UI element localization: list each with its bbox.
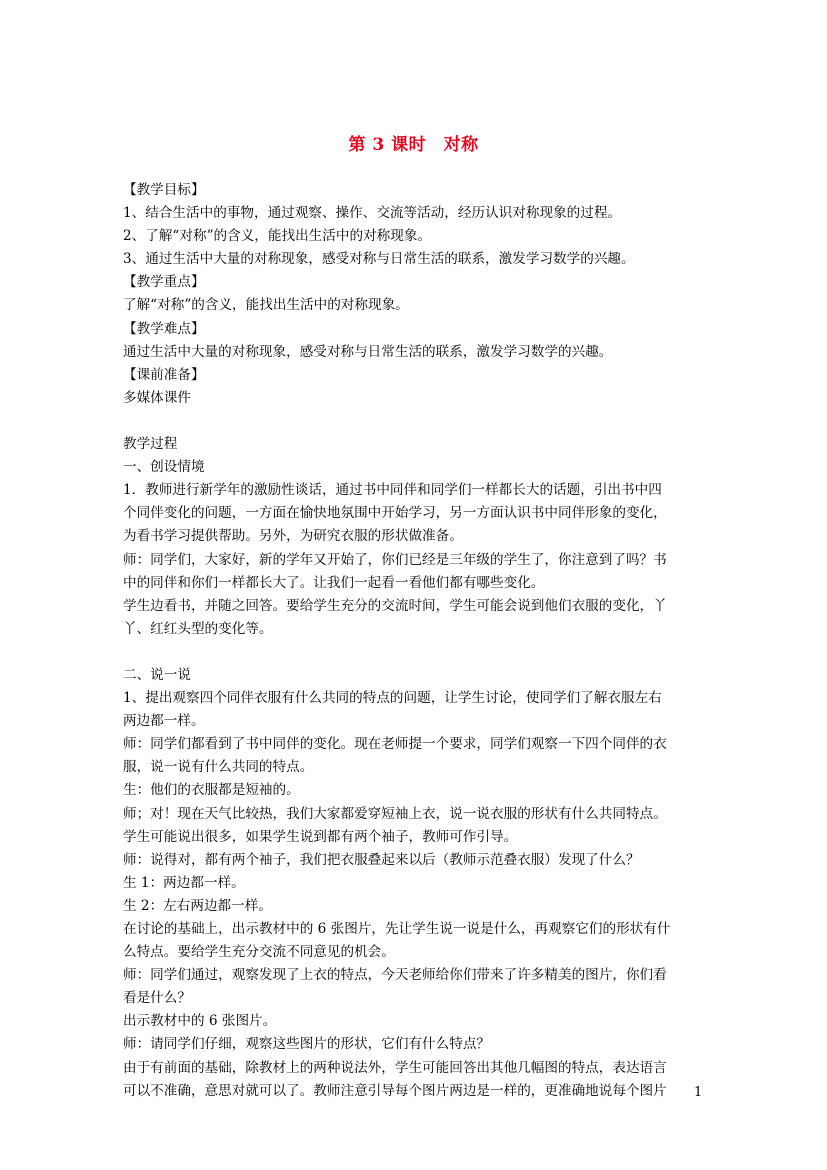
text-line: 服，说一说有什么共同的特点。 <box>123 759 314 776</box>
text-line: 通过生活中大量的对称现象，感受对称与日常生活的联系，激发学习数学的兴趣。 <box>123 343 613 360</box>
text-line: 【教学难点】 <box>123 320 205 337</box>
text-line: 1、提出观察四个同伴衣服有什么共同的特点的问题，让学生讨论，使同学们了解衣服左右 <box>123 690 662 707</box>
text-line: 师：说得对，都有两个袖子，我们把衣服叠起来以后（教师示范叠衣服）发现了什么？ <box>123 851 640 868</box>
page-title: 第 3 课时 对称 <box>348 135 479 155</box>
text-line: 学生可能说出很多，如果学生说到都有两个袖子，教师可作引导。 <box>123 828 518 845</box>
text-line: 个同伴变化的问题，一方面在愉快地氛围中开始学习，另一方面认识书中同伴形象的变化， <box>123 505 667 522</box>
text-line: 1、结合生活中的事物，通过观察、操作、交流等活动，经历认识对称现象的过程。 <box>123 205 622 222</box>
text-line: 生 2：左右两边都一样。 <box>123 897 272 914</box>
text-line: 2、了解“对称”的含义，能找出生活中的对称现象。 <box>123 228 432 245</box>
text-line: 一、创设情境 <box>123 459 205 476</box>
text-line: 看是什么？ <box>123 990 191 1007</box>
document-body <box>123 179 708 1103</box>
text-line: 教学过程 <box>123 436 178 453</box>
text-line: 生：他们的衣服都是短袖的。 <box>123 782 300 799</box>
text-line: 在讨论的基础上，出示教材中的 6 张图片，先让学生说一说是什么，再观察它们的形状有什 <box>123 921 671 937</box>
text-line: 可以不准确，意思对就可以了。教师注意引导每个图片两边是一样的，更准确地说每个图片 <box>123 1082 667 1099</box>
text-line: 【课前准备】 <box>123 366 205 383</box>
blank-line <box>123 410 708 433</box>
text-line: 么特点。要给学生充分交流不同意见的机会。 <box>123 944 395 961</box>
text-line: 【教学重点】 <box>123 274 205 291</box>
text-line: 二、说一说 <box>123 666 191 683</box>
text-line: 师：同学们通过，观察发现了上衣的特点，今天老师给你们带来了许多精美的图片，你们看 <box>123 967 667 984</box>
text-line: 【教学目标】 <box>123 182 205 198</box>
text-line: 两边都一样。 <box>123 713 205 730</box>
text-line: 丫、红红头型的变化等。 <box>123 620 273 637</box>
text-line: 师：同学们，大家好，新的学年又开始了，你们已经是三年级的学生了，你注意到了吗？书 <box>123 551 667 568</box>
text-line: 为看书学习提供帮助。另外，为研究衣服的形状做准备。 <box>123 528 463 545</box>
text-line: 中的同伴和你们一样都长大了。让我们一起看一看他们都有哪些变化。 <box>123 574 545 591</box>
text-line: 了解“对称”的含义，能找出生活中的对称现象。 <box>123 297 409 314</box>
text-line: 师；对！现在天气比较热，我们大家都爱穿短袖上衣，说一说衣服的形状有什么共同特点。 <box>123 805 667 822</box>
text-line: 多媒体课件 <box>123 389 191 406</box>
text-line: 学生边看书，并随之回答。要给学生充分的交流时间，学生可能会说到他们衣服的变化，丫 <box>123 597 667 614</box>
text-line: 1．教师进行新学年的激励性谈话，通过书中同伴和同学们一样都长大的话题，引出书中四 <box>123 482 662 499</box>
page-number: 1 <box>694 1085 703 1100</box>
text-line: 师：同学们都看到了书中同伴的变化。现在老师提一个要求，同学们观察一下四个同伴的衣 <box>123 736 667 753</box>
text-line: 生 1：两边都一样。 <box>123 874 245 891</box>
text-line: 出示教材中的 6 张图片。 <box>123 1013 277 1030</box>
blank-line <box>123 641 708 664</box>
text-line: 师：请同学们仔细，观察这些图片的形状，它们有什么特点？ <box>123 1036 491 1053</box>
text-line: 3、通过生活中大量的对称现象，感受对称与日常生活的联系，激发学习数学的兴趣。 <box>123 251 635 268</box>
text-line: 由于有前面的基础，除教材上的两种说法外，学生可能回答出其他几幅图的特点，表达语言 <box>123 1059 667 1076</box>
